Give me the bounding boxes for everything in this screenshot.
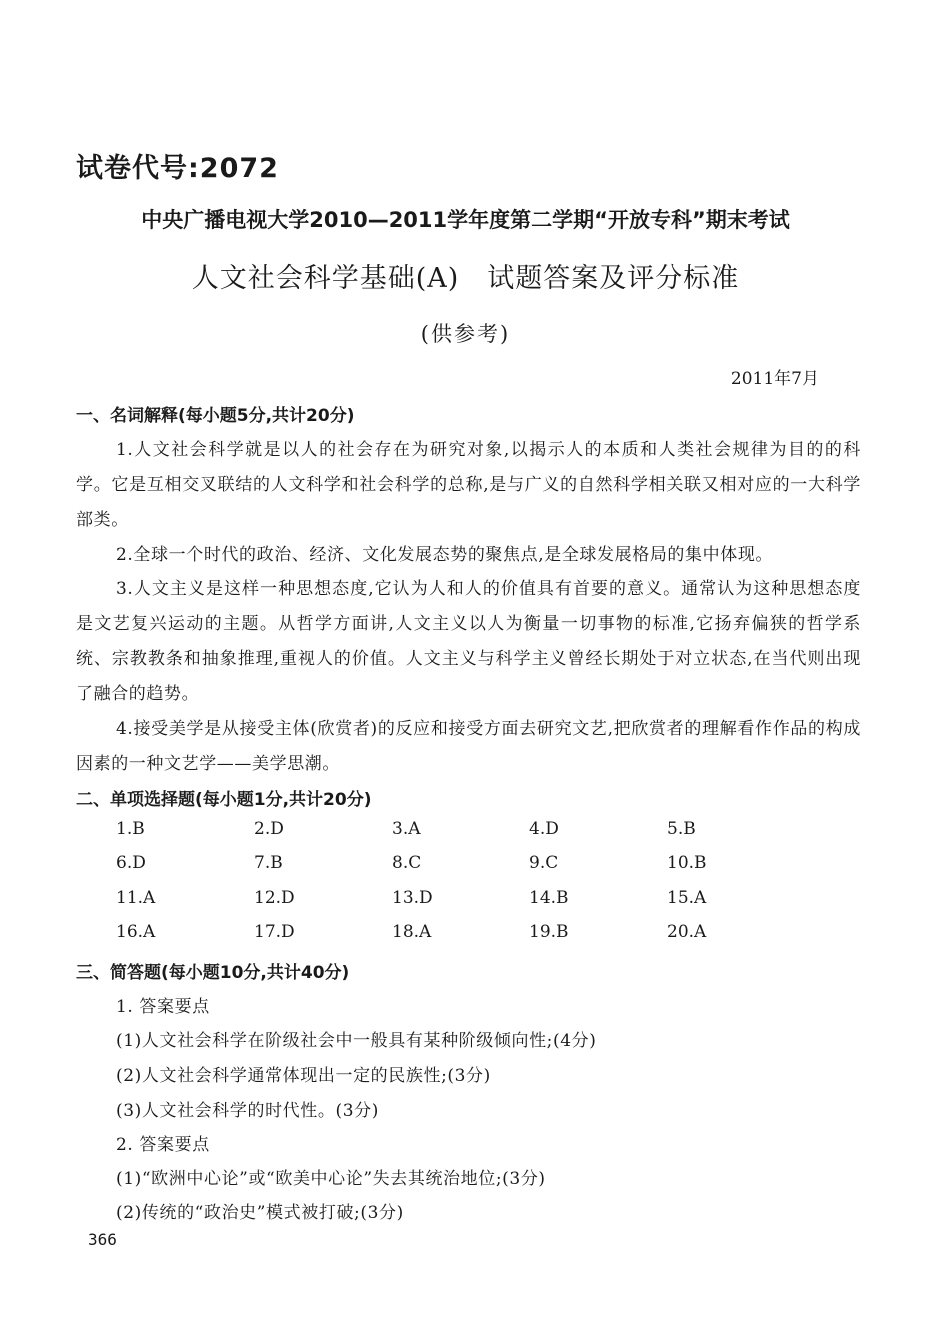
answer-cell: 4.D [529, 819, 559, 839]
answer-cell: 14.B [529, 888, 569, 908]
answer-cell: 5.B [667, 819, 696, 839]
definition-item: 1.人文社会科学就是以人的社会存在为研究对象,以揭示人的本质和人类社会规律为目的的科学。它是互相交叉联结的人文科学和社会科学的总称,是与广义的自然科学相关联又相对应的一大科学部类。 [76, 440, 861, 530]
answer-cell: 6.D [116, 853, 146, 873]
answer-point: (1)人文社会科学在阶级社会中一般具有某种阶级倾向性;(4分) [116, 1031, 597, 1051]
answer-cell: 13.D [392, 888, 433, 908]
definition-item: 3.人文主义是这样一种思想态度,它认为人和人的价值具有首要的意义。通常认为这种思想态度是文艺复兴运动的主题。从哲学方面讲,人文主义以人为衡量一切事物的标准,它扬弃偏狭的哲学系统、宗教教条和抽象推理,重视人的价值。人文主义与科学主义曾经长期处于对立状态,在当代则出现了融合的趋势。 [76, 579, 861, 704]
answer-cell: 19.B [529, 922, 569, 942]
exam-date: 2011年7月 [730, 369, 819, 389]
answer-cell: 17.D [254, 922, 295, 942]
section-title-short-answer: 三、简答题(每小题10分,共计40分) [76, 963, 350, 983]
answer-cell: 3.A [392, 819, 421, 839]
answer-cell: 1.B [116, 819, 145, 839]
answer-cell: 11.A [116, 888, 156, 908]
answer-cell: 9.C [529, 853, 559, 873]
answer-point: (1)“欧洲中心论”或“欧美中心论”失去其统治地位;(3分) [116, 1169, 546, 1189]
answer-heading: 1. 答案要点 [116, 997, 210, 1017]
answer-cell: 7.B [254, 853, 283, 873]
answer-point: (2)人文社会科学通常体现出一定的民族性;(3分) [116, 1066, 491, 1086]
university-header: 中央广播电视大学2010—2011学年度第二学期“开放专科”期末考试 [141, 208, 790, 232]
section-title-definitions: 一、名词解释(每小题5分,共计20分) [76, 406, 355, 426]
section-title-choice: 二、单项选择题(每小题1分,共计20分) [76, 790, 372, 810]
answer-cell: 15.A [667, 888, 707, 908]
exam-code: 试卷代号:2072 [76, 153, 279, 184]
answer-row [116, 819, 876, 849]
answer-cell: 2.D [254, 819, 284, 839]
answer-heading: 2. 答案要点 [116, 1135, 210, 1155]
answer-row [116, 922, 876, 952]
answer-cell: 12.D [254, 888, 295, 908]
answer-row [116, 888, 876, 918]
answer-cell: 8.C [392, 853, 422, 873]
answer-point: (2)传统的“政治史”模式被打破;(3分) [116, 1203, 404, 1223]
answer-cell: 18.A [392, 922, 432, 942]
definition-item: 2.全球一个时代的政治、经济、文化发展态势的聚焦点,是全球发展格局的集中体现。 [116, 545, 774, 565]
answer-point: (3)人文社会科学的时代性。(3分) [116, 1101, 379, 1121]
answer-row [116, 853, 876, 883]
definition-item: 4.接受美学是从接受主体(欣赏者)的反应和接受方面去研究文艺,把欣赏者的理解看作作品的构成因素的一种文艺学——美学思潮。 [76, 719, 861, 774]
answer-cell: 20.A [667, 922, 707, 942]
answer-cell: 16.A [116, 922, 156, 942]
document-title: 人文社会科学基础(A) 试题答案及评分标准 [191, 263, 740, 294]
reference-note: (供参考) [420, 322, 511, 346]
page-number: 366 [88, 1230, 117, 1249]
answer-cell: 10.B [667, 853, 707, 873]
